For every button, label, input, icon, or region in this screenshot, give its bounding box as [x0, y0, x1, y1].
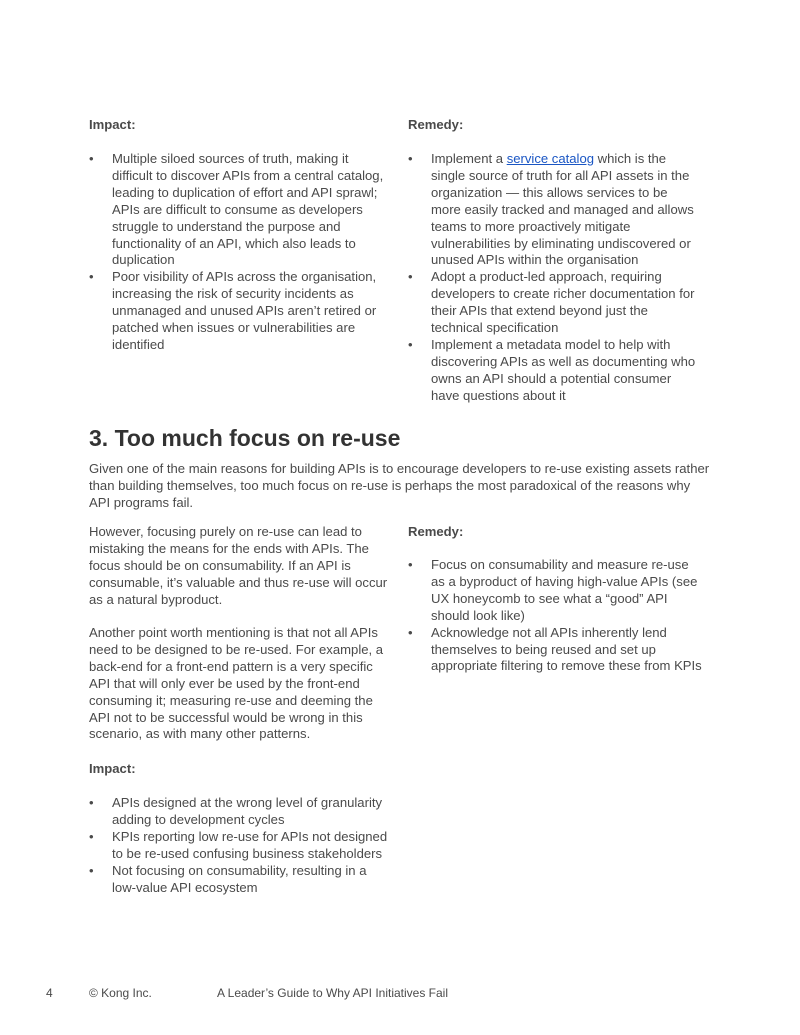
list-item: • Adopt a product-led approach, requiring developers to create richer documentation for their APIs that extend beyond just the technical specification — [408, 269, 700, 337]
remedy-heading: Remedy: — [408, 117, 464, 132]
remedy-heading: Remedy: — [408, 524, 464, 539]
remedy-text: which is the single source of truth for all API assets in the organization — this allows services to be more easily tracked and managed and allows teams to more proactively mitigate vulnerabilities by eliminating undiscovered or unused APIs within the organisation — [431, 151, 694, 268]
page-number: 4 — [46, 986, 53, 1000]
service-catalog-link[interactable]: service catalog — [506, 151, 595, 166]
list-item — [408, 151, 700, 269]
copyright: © Kong Inc. — [89, 986, 152, 1000]
list-item: • Poor visibility of APIs across the organisation, increasing the risk of security incidents as unmanaged and unused APIs aren’t retired or patched when issues or vulnerabilities are identified — [89, 269, 391, 354]
impact-list — [89, 795, 391, 896]
list-item: • Not focusing on consumability, resulting in a low-value API ecosystem — [89, 863, 391, 897]
list-item: • KPIs reporting low re-use for APIs not designed to be re-used confusing business stakeholders — [89, 829, 391, 863]
list-item: • Multiple siloed sources of truth, making it difficult to discover APIs from a central catalog, leading to duplication of effort and API sprawl; APIs are difficult to consume as developers struggle to understand the purpose and functionality of an API, which also leads to duplication — [89, 151, 391, 269]
remedy-text: Implement a — [431, 151, 507, 166]
section-title: 3. Too much focus on re-use — [89, 425, 401, 451]
remedy-list — [408, 151, 700, 405]
document-title: A Leader’s Guide to Why API Initiatives Fail — [217, 986, 449, 1000]
section-intro: Given one of the main reasons for building APIs is to encourage developers to re-use existing assets rather than building themselves, too much focus on re-use is perhaps the most paradoxical of the reasons why API programs fail. — [89, 461, 710, 510]
impact-list — [89, 151, 391, 354]
list-item: • Focus on consumability and measure re-use as a byproduct of having high-value APIs (see UX honeycomb to see what a “good” API should look like) — [408, 557, 705, 625]
paragraph: Another point worth mentioning is that not all APIs need to be designed to be re-used. For example, a back-end for a front-end pattern is a very specific API that will only ever be used by the front-end consuming it; measuring re-use and deeming the API not to be successful would be wrong in this scenario, as with many other patterns. — [89, 625, 384, 742]
remedy-list — [408, 557, 705, 675]
impact-heading: Impact: — [89, 761, 136, 776]
list-item: • APIs designed at the wrong level of granularity adding to development cycles — [89, 795, 391, 829]
impact-heading: Impact: — [89, 117, 136, 132]
list-item: • Implement a metadata model to help with discovering APIs as well as documenting who owns an API should a potential consumer have questions about it — [408, 337, 700, 405]
list-item: • Acknowledge not all APIs inherently lend themselves to being reused and set up appropriate filtering to remove these from KPIs — [408, 625, 705, 676]
paragraph: However, focusing purely on re-use can lead to mistaking the means for the ends with APIs. The focus should be on consumability. If an API is consumable, it’s valuable and thus re-use will occur as a natural byproduct. — [89, 524, 388, 607]
